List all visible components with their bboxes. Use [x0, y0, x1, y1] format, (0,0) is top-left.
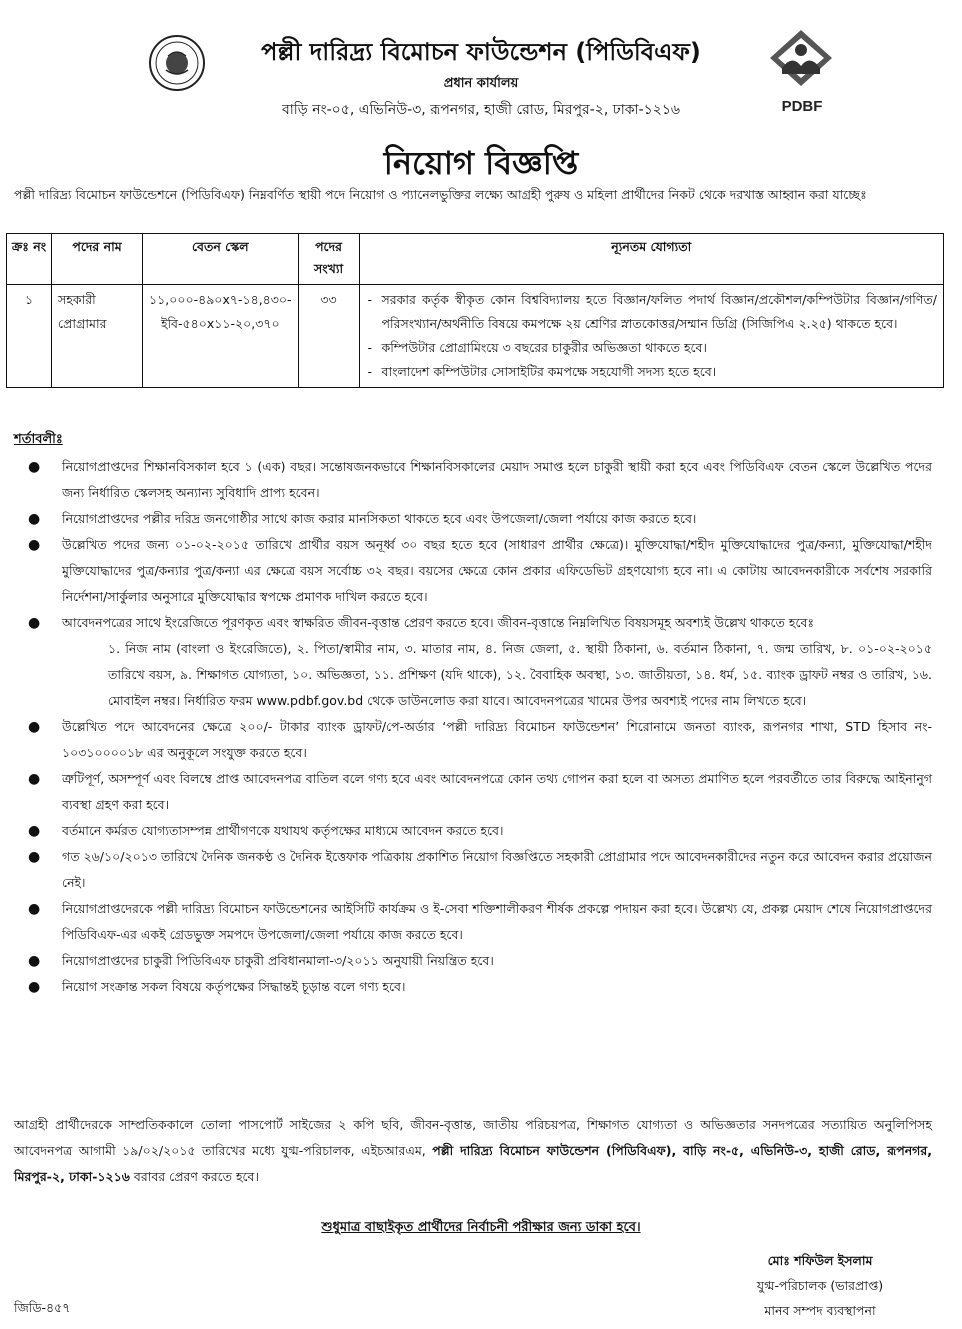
- cell-post: সহকারী প্রোগ্রামার: [52, 285, 143, 388]
- reference-number: জিডি-৪৫৭: [14, 1300, 71, 1315]
- signatory-department: মানব সম্পদ ব্যবস্থাপনা: [764, 1303, 876, 1318]
- job-table: [6, 233, 944, 388]
- cell-requirements: [359, 285, 943, 388]
- col-post: পদের নাম: [52, 234, 143, 285]
- bullet-icon: ●: [28, 537, 41, 553]
- list-item: ● নিয়োগপ্রাপ্তদেরকে পল্লী দারিদ্র্য বিমোচন ফাউন্ডেশনের আইসিটি কার্যক্রম ও ই-সেবা শক্তিশালীকরণ শীর্ষক প্রকল্পে পদায়ন করা হবে। উল্লেখ্য যে, প্রকল্প মেয়াদ শেষে নিয়োগপ্রাপ্তদের পিডিবিএফ-এর একই গ্রেডভুক্ত সমপদে উপজেলা/জেলা পর্যায়ে কাজ করতে হবে।: [14, 896, 932, 948]
- list-item: - বাংলাদেশ কম্পিউটার সোসাইটির কমপক্ষে সহযোগী সদস্য হতে হবে।: [366, 360, 937, 384]
- list-item: ● আবেদনপত্রের সাথে ইংরেজিতে পূরণকৃত এবং স্বাক্ষরিত জীবন-বৃত্তান্ত প্রেরণ করতে হবে। জীবন-বৃত্তান্তে নিম্নলিখিত বিষয়সমূহ অবশ্যই উল্লেখ থাকতে হবেঃ ১. নিজ নাম (বাংলা ও ইংরেজিতে), ২. পিতা/স্বামীর নাম, ৩. মাতার নাম, ৪. নিজ জেলা, ৫. স্থায়ী ঠিকানা, ৬. বর্তমান ঠিকানা, ৭. জন্ম তারিখ, ৮. ০১-০২-২০১৫ তারিখে বয়স, ৯. শিক্ষাগত যোগ্যতা, ১০. অভিজ্ঞতা, ১১. প্রশিক্ষণ (যদি থাকে), ১২. বৈবাহিক অবস্থা, ১৩. জাতীয়তা, ১৪. ধর্ম, ১৫. ব্যাংক ড্রাফট নম্বর ও তারিখ, ১৬. মোবাইল নম্বর। নির্ধারিত ফরম www.pdbf.gov.bd থেকে ডাউনলোড করা যাবে। আবেদনপত্রের খামের উপর অবশ্যই পদের নাম লিখতে হবে।: [14, 610, 932, 714]
- col-count: পদের সংখ্যা: [298, 234, 359, 285]
- list-item: ● ত্রুটিপূর্ণ, অসম্পূর্ণ এবং বিলম্বে প্রাপ্ত আবেদনপত্র বাতিল বলে গণ্য হবে এবং আবেদনপত্রে কোন তথ্য গোপন করা হলে বা অসত্য প্রমাণিত হলে পরবর্তীতে তার বিরুদ্ধে আইনানুগ ব্যবস্থা গ্রহণ করা হবে।: [14, 766, 932, 818]
- signatory-name: মোঃ শফিউল ইসলাম: [767, 1253, 873, 1268]
- closing-paragraph: আগ্রহী প্রার্থীদেরকে সাম্প্রতিককালে তোলা পাসপোর্ট সাইজের ২ কপি ছবি, জীবন-বৃত্তান্ত, জাতীয় পরিচয়পত্র, শিক্ষাগত যোগ্যতা ও অভিজ্ঞতার সনদপত্রের সত্যায়িত অনুলিপিসহ আবেদনপত্র আগামী ১৯/০২/২০১৫ তারিখের মধ্যে যুগ্ম-পরিচালক, এইচআরএম, পল্লী দারিদ্র্য বিমোচন ফাউন্ডেশন (পিডিবিএফ), বাড়ি নং-৫, এভিনিউ-৩, হাজী রোড, রূপনগর, মিরপুর-২, ঢাকা-১২১৬ বরাবর প্রেরণ করতে হবে।: [14, 1117, 932, 1184]
- bullet-icon: ●: [28, 719, 41, 735]
- office-address: বাড়ি নং-০৫, এভিনিউ-৩, রূপনগর, হাজী রোড, মিরপুর-২, ঢাকা-১২১৬: [281, 102, 681, 118]
- bullet-icon: ●: [28, 849, 41, 865]
- intro-paragraph: পল্লী দারিদ্র্য বিমোচন ফাউন্ডেশনে (পিডিবিএফ) নিম্নবর্ণিত স্থায়ী পদে নিয়োগ ও প্যানেলভুক্তির লক্ষ্যে আগ্রহী পুরুষ ও মহিলা প্রার্থীদের নিকট থেকে দরখাস্ত আহ্বান করা যাচ্ছেঃ: [14, 187, 867, 202]
- cell-count: ৩৩: [298, 285, 359, 388]
- list-item: - কম্পিউটার প্রোগ্রামিংয়ে ৩ বছরের চাকুরীর অভিজ্ঞতা থাকতে হবে।: [366, 336, 937, 360]
- list-item: ● নিয়োগপ্রাপ্তদের শিক্ষানবিসকাল হবে ১ (এক) বছর। সন্তোষজনকভাবে শিক্ষানবিসকালের মেয়াদ সমাপ্ত হলে চাকুরী স্থায়ী করা হবে এবং পিডিবিএফ বেতন স্কেলে উল্লেখিত পদের জন্য নির্ধারিত স্কেলসহ অন্যান্য সুবিধাদি প্রাপ্য হবেন।: [14, 454, 932, 506]
- bullet-icon: ●: [28, 511, 41, 527]
- conditions-list: [14, 454, 932, 1000]
- bullet-icon: ●: [28, 979, 41, 995]
- bullet-icon: ●: [28, 901, 41, 917]
- cv-items-list: ১. নিজ নাম (বাংলা ও ইংরেজিতে), ২. পিতা/স্বামীর নাম, ৩. মাতার নাম, ৪. নিজ জেলা, ৫. স্থায়ী ঠিকানা, ৬. বর্তমান ঠিকানা, ৭. জন্ম তারিখ, ৮. ০১-০২-২০১৫ তারিখে বয়স, ৯. শিক্ষাগত যোগ্যতা, ১০. অভিজ্ঞতা, ১১. প্রশিক্ষণ (যদি থাকে), ১২. বৈবাহিক অবস্থা, ১৩. জাতীয়তা, ১৪. ধর্ম, ১৫. ব্যাংক ড্রাফট নম্বর ও তারিখ, ১৬. মোবাইল নম্বর। নির্ধারিত ফরম www.pdbf.gov.bd থেকে ডাউনলোড করা যাবে। আবেদনপত্রের খামের উপর অবশ্যই পদের নাম লিখতে হবে।: [108, 641, 932, 708]
- list-item: ● নিয়োগপ্রাপ্তদের পল্লীর দরিদ্র জনগোষ্ঠীর সাথে কাজ করার মানসিকতা থাকতে হবে এবং উপজেলা/জেলা পর্যায়ে কাজ করতে হবে।: [14, 506, 932, 532]
- list-item: ● গত ২৬/১০/২০১৩ তারিখে দৈনিক জনকণ্ঠ ও দৈনিক ইত্তেফাক পত্রিকায় প্রকাশিত নিয়োগ বিজ্ঞপ্তিতে সহকারী প্রোগ্রামার পদে আবেদনকারীদের নতুন করে আবেদন করার প্রয়োজন নেই।: [14, 844, 932, 896]
- conditions-heading: শর্তাবলীঃ: [14, 432, 63, 447]
- pdbf-logo-text: PDBF: [781, 98, 823, 115]
- col-requirements: ন্যূনতম যোগ্যতা: [359, 234, 943, 285]
- list-item: ● উল্লেখিত পদে আবেদনের ক্ষেত্রে ২০০/- টাকার ব্যাংক ড্রাফট/পে-অর্ডার ‘পল্লী দারিদ্র্য বিমোচন ফাউন্ডেশন’ শিরোনামে জনতা ব্যাংক, রূপনগর শাখা, STD হিসাব নং- ১০৩১০০০০১৮ এর অনুকূলে সংযুক্ত করতে হবে।: [14, 714, 932, 766]
- bullet-icon: ●: [28, 771, 41, 787]
- table-header-row: [7, 234, 944, 285]
- table-row: [7, 285, 944, 388]
- bullet-icon: ●: [28, 823, 41, 839]
- col-scale: বেতন স্কেল: [143, 234, 299, 285]
- list-item: ● বর্তমানে কর্মরত যোগ্যতাসম্পন্ন প্রার্থীগণকে যথাযথ কর্তৃপক্ষের মাধ্যমে আবেদন করতে হবে।: [14, 818, 932, 844]
- notice-title: নিয়োগ বিজ্ঞপ্তি: [383, 144, 579, 182]
- bullet-icon: ●: [28, 615, 41, 631]
- col-serial: ক্রঃ নং: [7, 234, 52, 285]
- list-item: ● নিয়োগপ্রাপ্তদের চাকুরী পিডিবিএফ চাকুরী প্রবিধানমালা-৩/২০১১ অনুযায়ী নিয়ন্ত্রিত হবে।: [14, 948, 932, 974]
- requirements-list: [366, 288, 937, 384]
- bullet-icon: ●: [28, 953, 41, 969]
- cell-scale: ১১,০০০-৪৯০x৭-১৪,৪৩০-ইবি-৫৪০x১১-২০,৩৭০: [143, 285, 299, 388]
- address-bold: পল্লী দারিদ্র্য বিমোচন ফাউন্ডেশন (পিডিবিএফ), বাড়ি নং-৫, এভিনিউ-৩, হাজী রোড, রূপনগর, মিরপুর-২, ঢাকা-১২১৬: [14, 1143, 932, 1184]
- office-name: প্রধান কার্যালয়: [443, 76, 519, 91]
- list-item: - সরকার কর্তৃক স্বীকৃত কোন বিশ্ববিদ্যালয় হতে বিজ্ঞান/ফলিত পদার্থ বিজ্ঞান/প্রকৌশল/কম্পিউটার বিজ্ঞান/গণিত/পরিসংখ্যান/অর্থনীতি বিষয়ে কমপক্ষে ২য় শ্রেণির স্নাতকোত্তর/সম্মান ডিগ্রি (সিজিপিএ ২.২৫) থাকতে হবে।: [366, 288, 937, 336]
- list-item: ● উল্লেখিত পদের জন্য ০১-০২-২০১৫ তারিখে প্রার্থীর বয়স অনূর্ধ্ব ৩০ বছর হতে হবে (সাধারণ প্রার্থীর ক্ষেত্রে)। মুক্তিযোদ্ধা/শহীদ মুক্তিযোদ্ধাদের পুত্র/কন্যা, মুক্তিযোদ্ধা/শহীদ মুক্তিযোদ্ধাদের পুত্র/কন্যার পুত্র/কন্যা এর ক্ষেত্রে বয়স সর্বোচ্চ ৩২ বছর। বয়সের ক্ষেত্রে কোন প্রকার এফিডেভিট গ্রহণযোগ্য হবে না। এ কোটায় আবেদনকারীকে সর্বশেষ সরকারি নির্দেশনা/সার্কুলার অনুসারে মুক্তিযোদ্ধার স্বপক্ষে প্রমাণক দাখিল করতে হবে।: [14, 532, 932, 610]
- final-note: শুধুমাত্র বাছাইকৃত প্রার্থীদের নির্বাচনী পরীক্ষার জন্য ডাকা হবে।: [321, 1220, 641, 1235]
- cell-serial: ১: [7, 285, 52, 388]
- list-item: ● নিয়োগ সংক্রান্ত সকল বিষয়ে কর্তৃপক্ষের সিদ্ধান্তই চূড়ান্ত বলে গণ্য হবে।: [14, 974, 932, 1000]
- organization-title: পল্লী দারিদ্র্য বিমোচন ফাউন্ডেশন (পিডিবিএফ): [261, 38, 701, 66]
- bullet-icon: ●: [28, 459, 41, 475]
- signatory-designation: যুগ্ম-পরিচালক (ভারপ্রাপ্ত): [756, 1278, 884, 1293]
